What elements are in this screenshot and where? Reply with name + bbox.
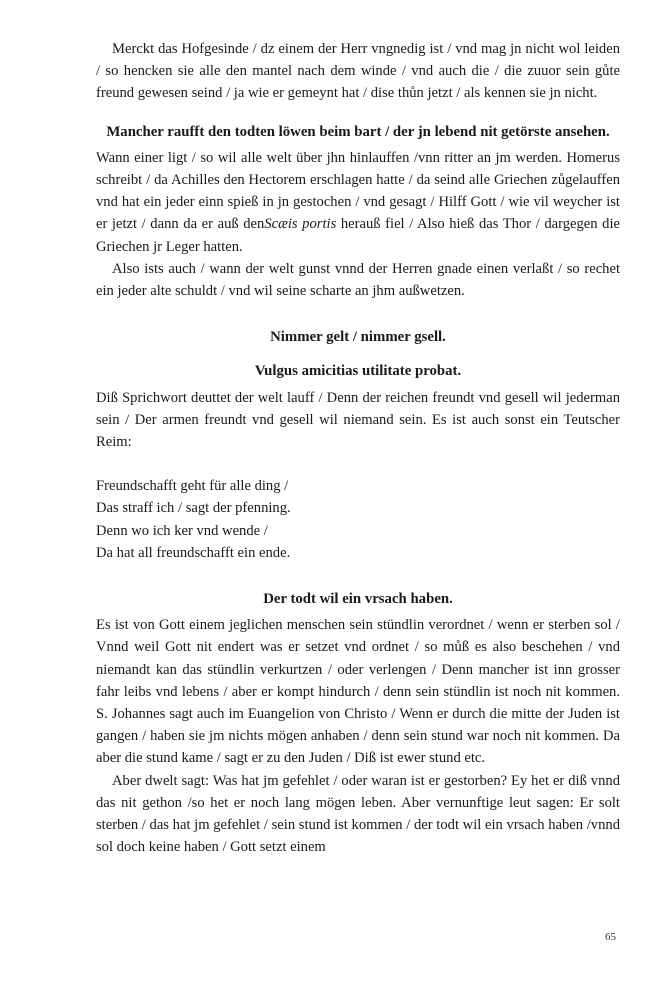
heading-nimmer-gelt: Nimmer gelt / nimmer gsell. — [270, 329, 446, 346]
paragraph-homerus-end: herauß fiel / Also hieß das Thor / dargegen die Griechen jr Leger hatten. — [96, 216, 621, 255]
verse-line: Da hat all freundschafft ein ende. — [96, 544, 291, 561]
page-number: 65 — [605, 931, 616, 943]
verse-line: Denn wo ich ker vnd wende / — [96, 522, 268, 539]
paragraph-homerus-text: Wann einer ligt / so wil alle welt über jhn hinlauffen /vnn ritter an jm werden. Homerus schreibt / da Achilles den Hectorem erschlagen hatte / da seind alle Griechen zůgelauffen vnd hat ein jeder einn spieß in jn gestochen / vnd gesagt / Hilff Gott / wie vil weycher ist er jetzt / dann da er auß den — [96, 149, 620, 233]
verse-block — [96, 475, 620, 564]
paragraph-sprichwort: Diß Sprichwort deuttet der welt lauff / Denn der reichen freundt vnd gesell wil jederman sein / Der armen freundt vnd gesell wil niemand sein. Es ist auch sonst ein Teutscher Reim: — [96, 389, 620, 451]
latin-phrase: Scæis portis — [264, 216, 337, 233]
paragraph-dwelt-sagt: Aber dwelt sagt: Was hat jm gefehlet / oder waran ist er gestorben? Ey het er diß vnnd das nit gethon /so het er noch lang mögen leben. Aber vernunftige leut sagen: Er solt sterben / das hat jm gefehlet / sein stund ist kommen / der todt wil ein vrsach haben /vnnd sol doch keine haben / Gott setzt einem — [96, 772, 620, 856]
heading-todten-loewen: Mancher raufft den todten löwen beim bart / der jn lebend nit getörste ansehen. — [106, 123, 610, 140]
verse-line: Das straff ich / sagt der pfenning. — [96, 500, 291, 517]
paragraph-hofgesinde: Merckt das Hofgesinde / dz einem der Herr vngnedig ist / vnd mag jn nicht wol leiden / so hencken sie alle den mantel nach dem winde / vnd auch die / die zuuor sein gůte freund gewesen seind / ja wie er gemeynt hat / dise thůn jetzt / als kennen sie jn nicht. — [96, 41, 620, 102]
paragraph-welt-gunst: Also ists auch / wann der welt gunst vnnd der Herren gnade einen verlaßt / so rechet ein jeder alte schuldt / vnd wil seine scharte an jhm außwetzen. — [96, 260, 620, 300]
heading-todt-vrsach: Der todt wil ein vrsach haben. — [263, 591, 453, 608]
paragraph-homerus — [96, 147, 620, 258]
verse-line: Freundschafft geht für alle ding / — [96, 478, 289, 495]
paragraph-stuendlin: Es ist von Gott einem jeglichen menschen sein stündlin verordnet / wenn er sterben sol / Vnnd weil Gott nit endert was er setzet vnd ordnet / so můß es also beschehen / vnd niemandt kan das stündlin verkurtzen / oder verlengen / Denn mancher ist inn grosser fahr leibs vnd lebens / aber er kompt hindurch / denn sein stündlin ist noch nit kommen. S. Johannes sagt auch im Euangelion von Christo / Wenn er durch die mitte der Juden ist gangen / haben sie jm nichts mögen anhaben / denn sein stund war noch nit kommen. Da aber die stund kame / sagt er zu den Juden / Diß ist ewer stund etc. — [96, 617, 620, 767]
page-body — [96, 38, 620, 859]
heading-vulgus-amicitias: Vulgus amicitias utilitate probat. — [254, 363, 462, 380]
